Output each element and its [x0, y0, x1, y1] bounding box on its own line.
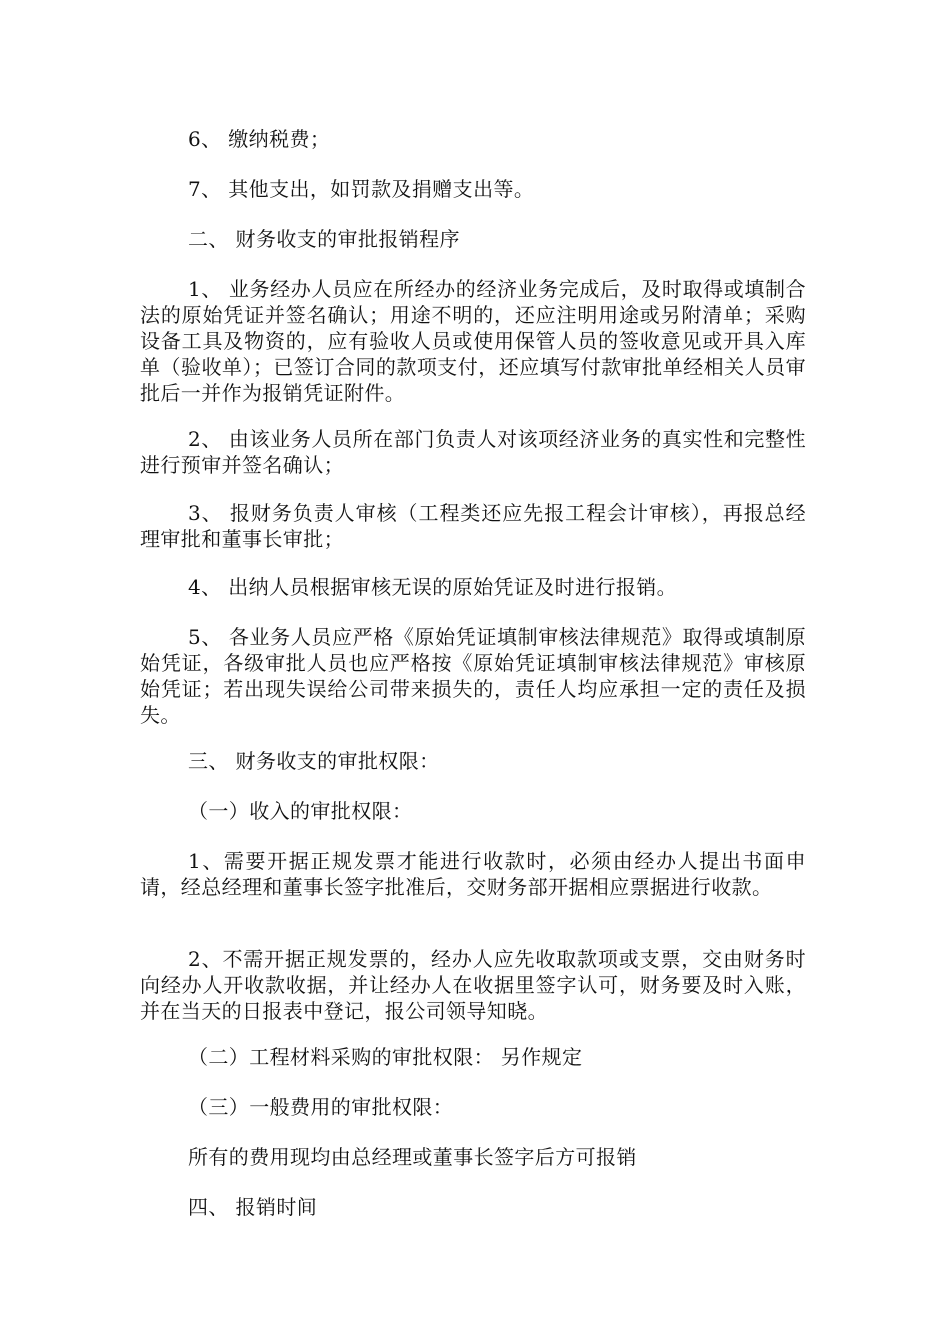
procedure-item-3: 3、 报财务负责人审核（工程类还应先报工程会计审核），再报总经理审批和董事长审批；	[140, 501, 806, 551]
income-item-1: 1、需要开据正规发票才能进行收款时，必须由经办人提出书面申请，经总经理和董事长签字批准后，交财务部开据相应票据进行收款。	[140, 849, 806, 899]
subheading-material-purchase-authority: （二）工程材料采购的审批权限： 另作规定	[188, 1045, 583, 1069]
list-item-tax-payment: 6、 缴纳税费；	[188, 127, 331, 151]
section-heading-approval-authority: 三、 财务收支的审批权限：	[188, 749, 440, 773]
procedure-item-4: 4、 出纳人员根据审核无误的原始凭证及时进行报销。	[188, 575, 678, 599]
subheading-income-authority: （一）收入的审批权限：	[188, 799, 413, 823]
procedure-item-1: 1、 业务经办人员应在所经办的经济业务完成后，及时取得或填制合法的原始凭证并签名确认；用途不明的，还应注明用途或另附清单；采购设备工具及物资的，应有验收人员或使用保管人员的签收意见或开具入库单（验收单）；已签订合同的款项支付，还应填写付款审批单经相关人员审批后一并作为报销凭证附件。	[140, 277, 806, 405]
procedure-item-5: 5、 各业务人员应严格《原始凭证填制审核法律规范》取得或填制原始凭证，各级审批人员也应严格按《原始凭证填制审核法律规范》审核原始凭证；若出现失误给公司带来损失的，责任人均应承担一定的责任及损失。	[140, 625, 806, 727]
procedure-item-2: 2、 由该业务人员所在部门负责人对该项经济业务的真实性和完整性进行预审并签名确认；	[140, 427, 806, 477]
document-page	[140, 0, 806, 1344]
income-item-2: 2、不需开据正规发票的，经办人应先收取款项或支票，交由财务时向经办人开收款收据，并让经办人在收据里签字认可，财务要及时入账，并在当天的日报表中登记，报公司领导知晓。	[140, 947, 806, 1023]
section-heading-approval-procedure: 二、 财务收支的审批报销程序	[188, 227, 460, 251]
general-expense-rule: 所有的费用现均由总经理或董事长签字后方可报销	[188, 1145, 637, 1169]
subheading-general-expense-authority: （三）一般费用的审批权限：	[188, 1095, 454, 1119]
section-heading-reimbursement-time: 四、 报销时间	[188, 1195, 318, 1219]
list-item-other-expenses: 7、 其他支出，如罚款及捐赠支出等。	[188, 177, 535, 201]
